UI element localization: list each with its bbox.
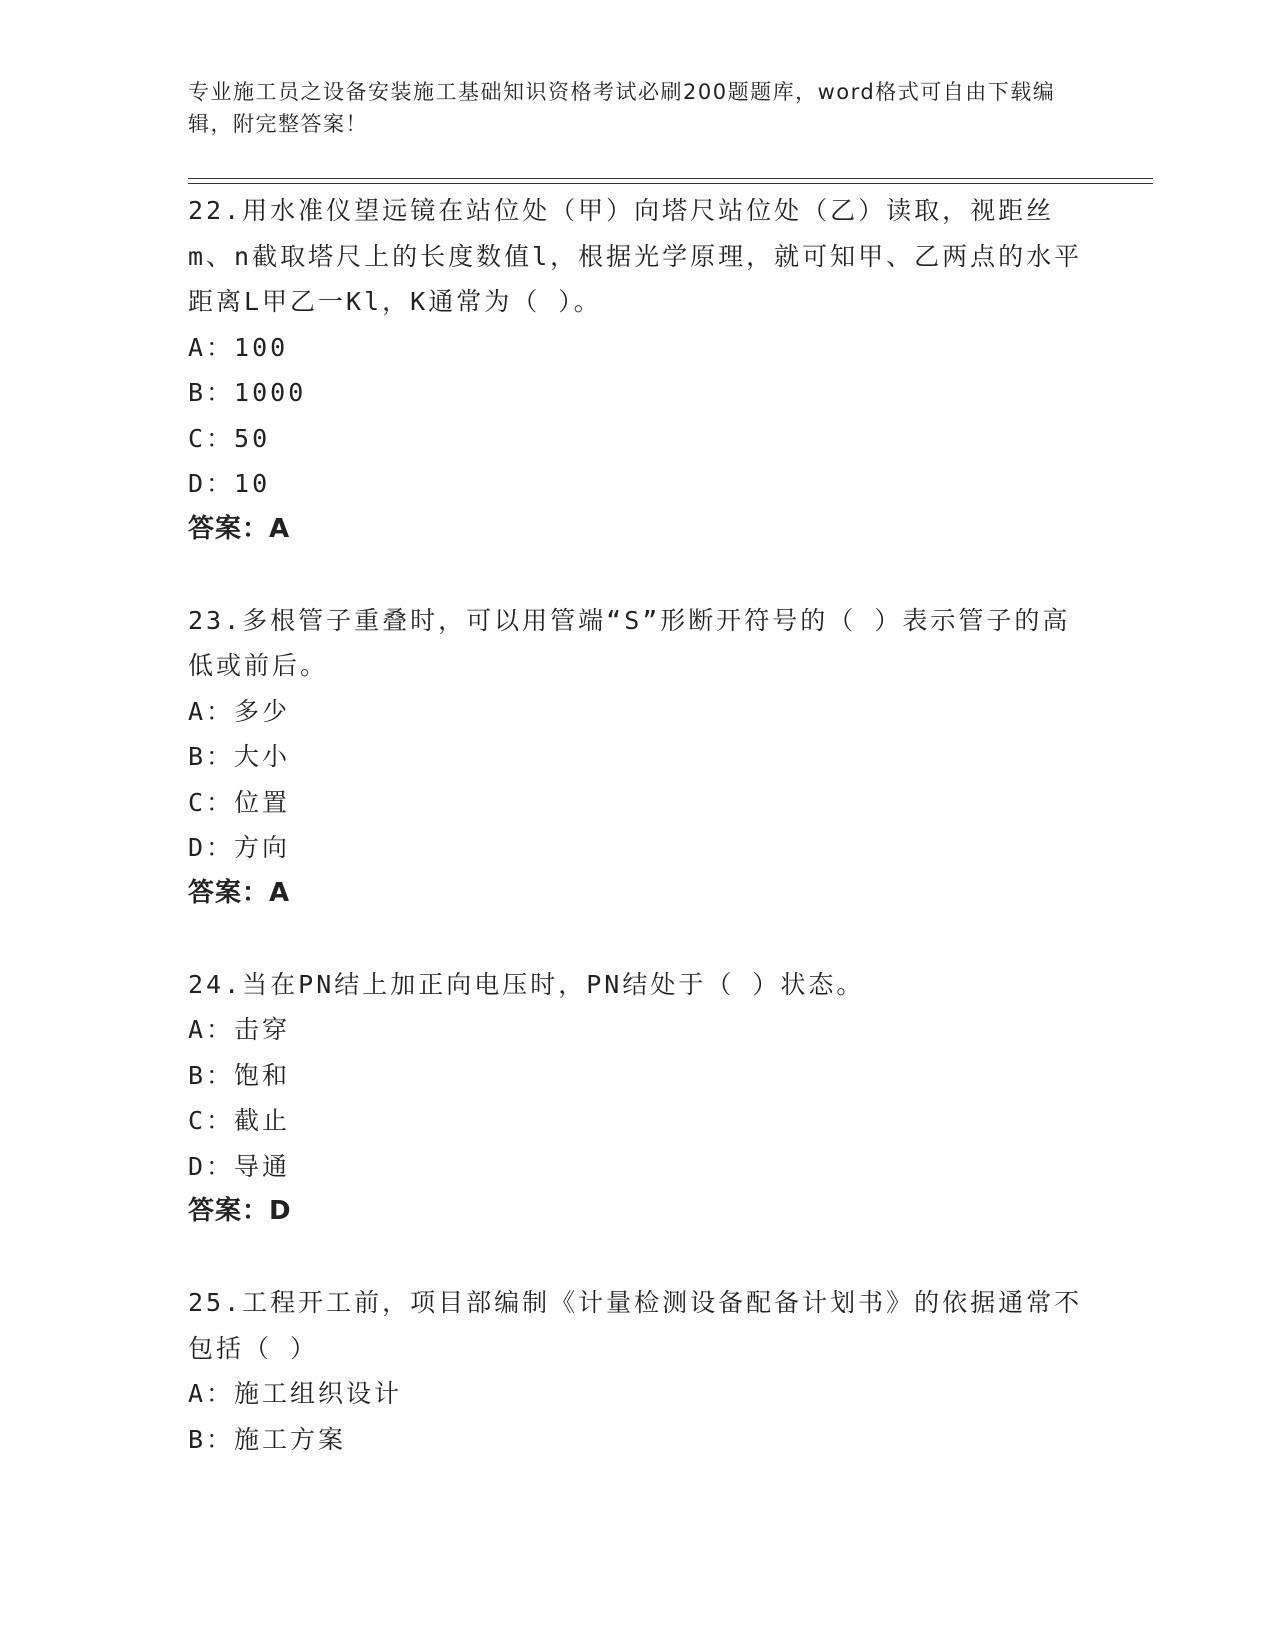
answer-label: 答案： xyxy=(188,513,270,544)
header-rule-bottom xyxy=(188,183,1153,184)
option-a: A：100 xyxy=(188,332,289,362)
question-text: 23.多根管子重叠时，可以用管端“S”形断开符号的（ ）表示管子的高低或前后。 xyxy=(188,605,1071,680)
option-b: B：1000 xyxy=(188,378,307,407)
option-a: A：施工组织设计 xyxy=(188,1379,403,1408)
question-22 xyxy=(188,188,1088,552)
answer-label: 答案： xyxy=(188,877,270,908)
option-c: C：位置 xyxy=(188,787,291,817)
option-b: B：施工方案 xyxy=(188,1424,347,1454)
option-b: B：大小 xyxy=(188,742,291,771)
answer-value: A xyxy=(269,877,291,908)
option-a: A：击穿 xyxy=(188,1015,291,1044)
document-header: 专业施工员之设备安装施工基础知识资格考试必刷200题题库，word格式可自由下载编辑，附完整答案！ xyxy=(188,80,1056,136)
option-c: C：50 xyxy=(188,423,271,453)
question-24 xyxy=(188,962,1088,1235)
answer-line xyxy=(188,1189,1088,1235)
question-23 xyxy=(188,598,1088,917)
option-a: A：多少 xyxy=(188,696,291,726)
option-c: C：截止 xyxy=(188,1106,291,1135)
header-rule-top xyxy=(188,178,1153,179)
answer-value: D xyxy=(269,1196,292,1226)
answer-label: 答案： xyxy=(188,1196,270,1226)
question-text: 25.工程开工前，项目部编制《计量检测设备配备计划书》的依据通常不包括（ ） xyxy=(188,1288,1083,1363)
option-d: D：方向 xyxy=(188,833,291,862)
answer-line xyxy=(188,871,1088,917)
question-list xyxy=(188,188,1088,1462)
question-25 xyxy=(188,1280,1088,1462)
question-text: 22.用水准仪望远镜在站位处（甲）向塔尺站位处（乙）读取，视距丝m、n截取塔尺上的长度数值l，根据光学原理，就可知甲、乙两点的水平距离L甲乙一Kl，K通常为（ ）。 xyxy=(188,196,1083,316)
question-text: 24.当在PN结上加正向电压时，PN结处于（ ）状态。 xyxy=(188,969,865,999)
option-d: D：10 xyxy=(188,469,271,498)
option-d: D：导通 xyxy=(188,1151,291,1181)
answer-value: A xyxy=(269,513,291,544)
option-b: B：饱和 xyxy=(188,1060,291,1090)
answer-line xyxy=(188,507,1088,553)
